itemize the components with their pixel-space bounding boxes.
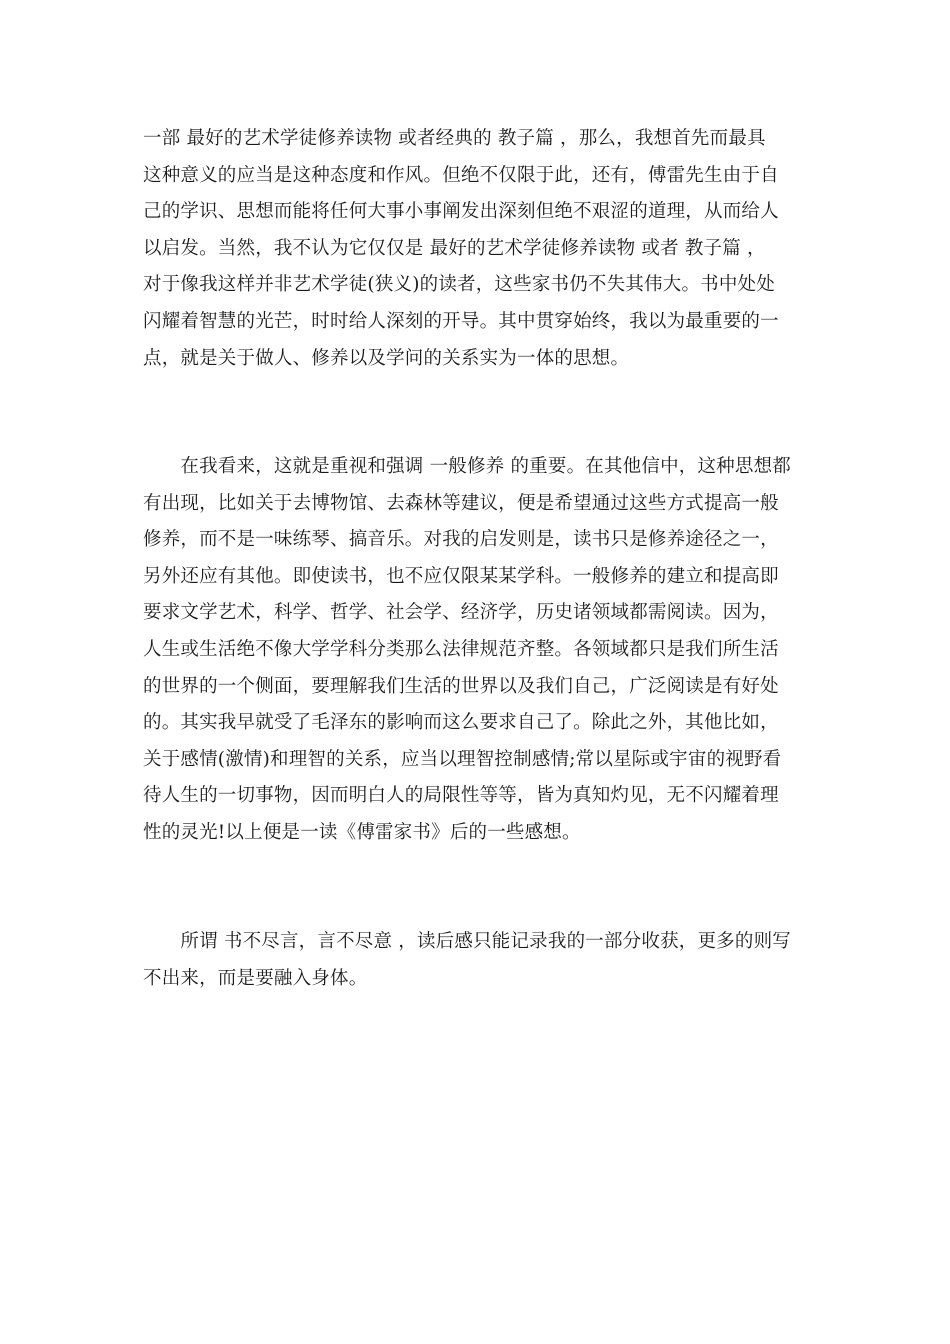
paragraph-line: 所谓 书不尽言，言不尽意 ，读后感只能记录我的一部分收获，更多的则写 <box>143 931 791 952</box>
paragraph-line: 待人生的一切事物，因而明白人的局限性等等，皆为真知灼见，无不闪耀着理 <box>143 785 779 807</box>
paragraph-line: 以启发。当然，我不认为它仅仅是 最好的艺术学徒修养读物 或者 教子篇 ， <box>143 237 766 259</box>
paragraph-line: 的。其实我早就受了毛泽东的影响而这么要求自己了。除此之外，其他比如， <box>143 712 779 734</box>
paragraph-1 <box>143 121 815 377</box>
paragraph-line: 一部 最好的艺术学徒修养读物 或者经典的 教子篇 ，那么，我想首先而最具 <box>143 128 766 149</box>
paragraph-line: 关于感情(激情)和理智的关系，应当以理智控制感情;常以星际或宇宙的视野看 <box>143 748 782 770</box>
paragraph-line: 对于像我这样并非艺术学徒(狭义)的读者，这些家书仍不失其伟大。书中处处 <box>143 274 775 296</box>
paragraph-line: 性的灵光!以上便是一读《傅雷家书》后的一些感想。 <box>143 821 581 843</box>
paragraph-line: 点，就是关于做人、修养以及学问的关系实为一体的思想。 <box>143 347 630 369</box>
paragraph-line: 在我看来，这就是重视和强调 一般修养 的重要。在其他信中，这种思想都 <box>143 456 791 477</box>
paragraph-line: 闪耀着智慧的光芒，时时给人深刻的开导。其中贯穿始终，我以为最重要的一 <box>143 310 779 332</box>
paragraph-2 <box>143 449 815 852</box>
paragraph-line: 修养，而不是一味练琴、搞音乐。对我的启发则是，读书只是修养途径之一， <box>143 529 779 551</box>
paragraph-line: 要求文学艺术，科学、哲学、社会学、经济学，历史诸领域都需阅读。因为， <box>143 602 779 624</box>
paragraph-3 <box>143 924 815 997</box>
paragraph-line: 人生或生活绝不像大学学科分类那么法律规范齐整。各领域都只是我们所生活 <box>143 638 779 660</box>
paragraph-line: 有出现，比如关于去博物馆、去森林等建议，便是希望通过这些方式提高一般 <box>143 492 779 514</box>
paragraph-line: 己的学识、思想而能将任何大事小事阐发出深刻但绝不艰涩的道理，从而给人 <box>143 201 779 223</box>
paragraph-line: 的世界的一个侧面，要理解我们生活的世界以及我们自己，广泛阅读是有好处 <box>143 675 779 697</box>
paragraph-line: 不出来，而是要融入身体。 <box>143 967 368 989</box>
paragraph-line: 这种意义的应当是这种态度和作风。但绝不仅限于此，还有，傅雷先生由于自 <box>143 164 779 186</box>
paragraph-line: 另外还应有其他。即使读书，也不应仅限某某学科。一般修养的建立和提高即 <box>143 565 779 587</box>
